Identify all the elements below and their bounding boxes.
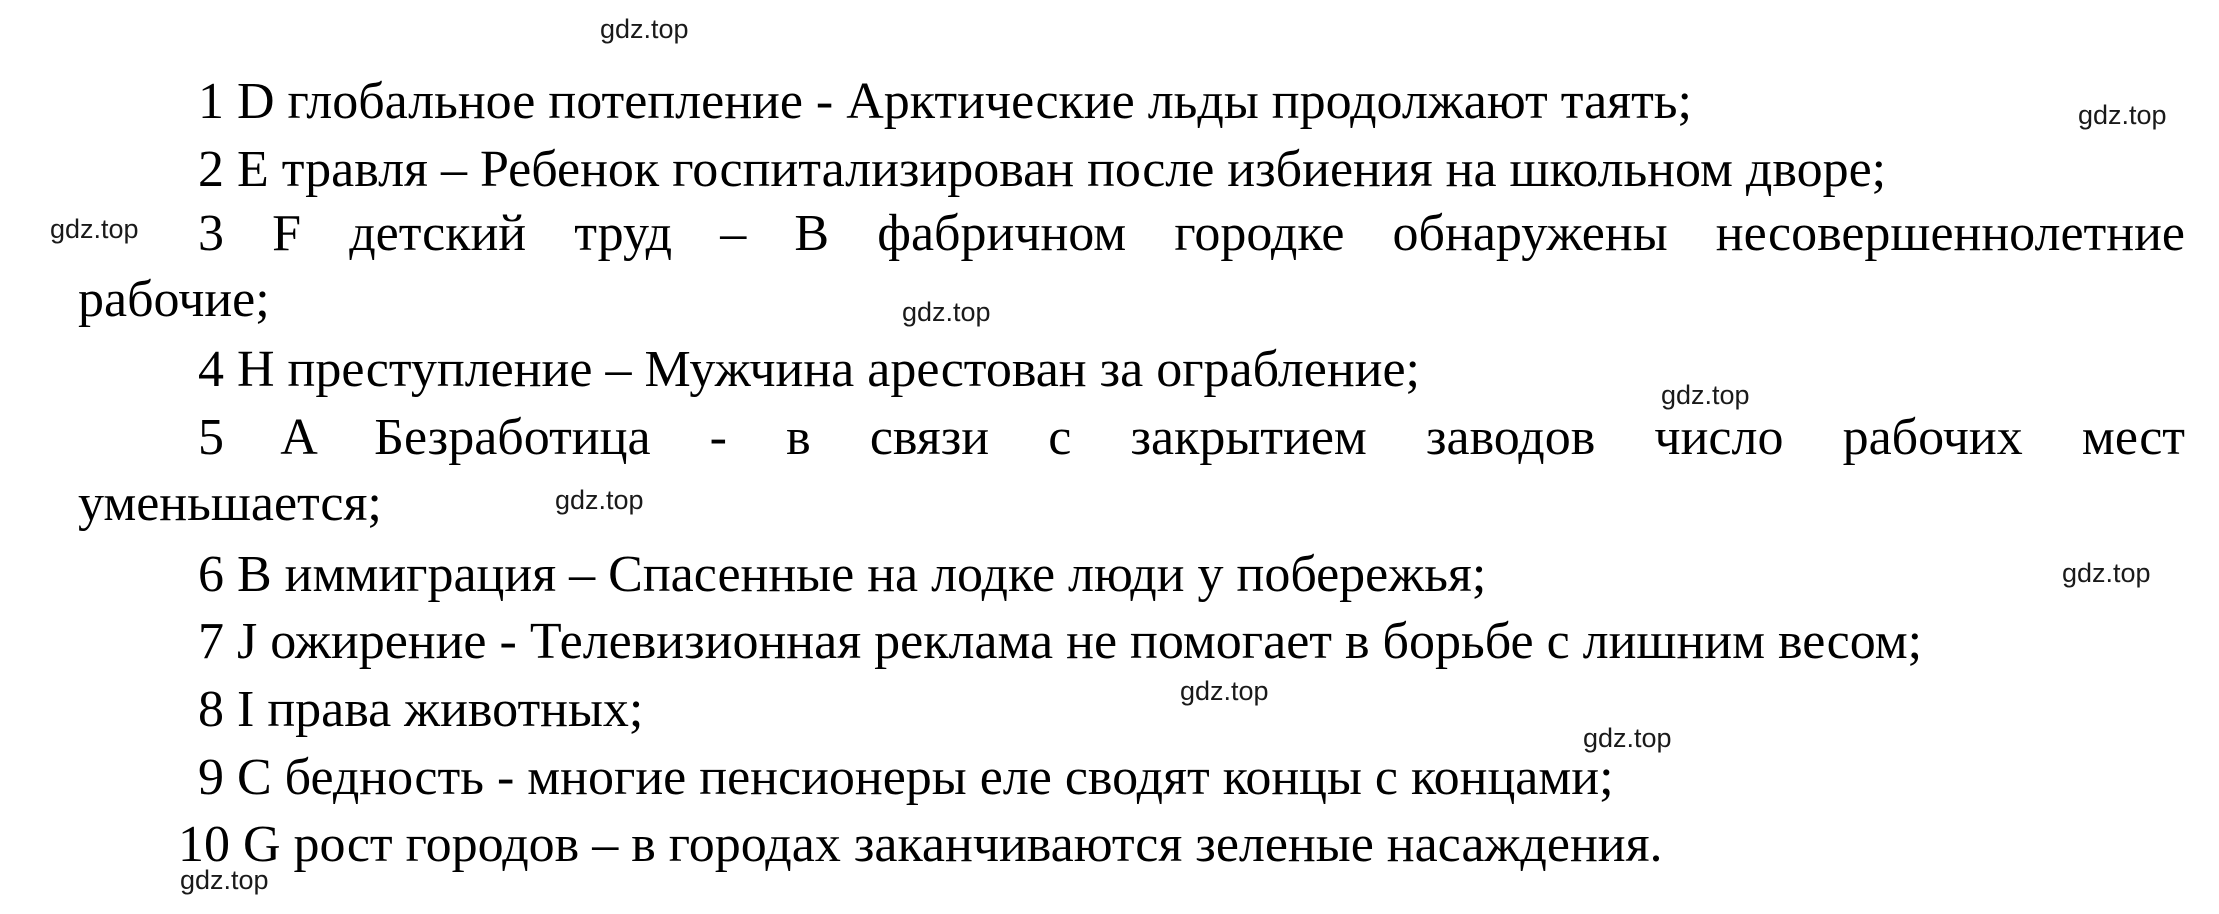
answer-line-7: 7 J ожирение - Телевизионная реклама не помогает в борьбе с лишним весом; xyxy=(198,613,1923,670)
watermark: gdz.top xyxy=(2078,100,2167,130)
watermark: gdz.top xyxy=(2062,558,2151,588)
answer-line-8: 8 I права животных; xyxy=(198,681,644,738)
answer-line-10: 10 G рост городов – в городах заканчиваются зеленые насаждения. xyxy=(178,816,1663,873)
answer-line-6: 6 B иммиграция – Спасенные на лодке люди у побережья; xyxy=(198,546,1487,603)
watermark: gdz.top xyxy=(180,865,269,895)
answer-line-3: 3 F детский труд – В фабричном городке обнаружены несовершеннолетние xyxy=(198,205,2185,262)
answer-line-5-continuation: уменьшается; xyxy=(78,475,382,532)
answer-line-9: 9 C бедность - многие пенсионеры еле сводят концы с концами; xyxy=(198,749,1614,806)
watermark: gdz.top xyxy=(600,14,689,44)
watermark: gdz.top xyxy=(50,214,139,244)
answer-line-3-continuation: рабочие; xyxy=(78,271,270,328)
answer-line-2: 2 E травля – Ребенок госпитализирован после избиения на школьном дворе; xyxy=(198,141,1887,198)
watermark: gdz.top xyxy=(555,485,644,515)
answer-line-4: 4 H преступление – Мужчина арестован за ограбление; xyxy=(198,341,1420,398)
answer-line-5: 5 A Безработица - в связи с закрытием заводов число рабочих мест xyxy=(198,409,2185,466)
watermark: gdz.top xyxy=(1180,676,1269,706)
watermark: gdz.top xyxy=(902,297,991,327)
watermark: gdz.top xyxy=(1583,723,1672,753)
answer-line-1: 1 D глобальное потепление - Арктические льды продолжают таять; xyxy=(198,73,1692,130)
watermark: gdz.top xyxy=(1661,380,1750,410)
